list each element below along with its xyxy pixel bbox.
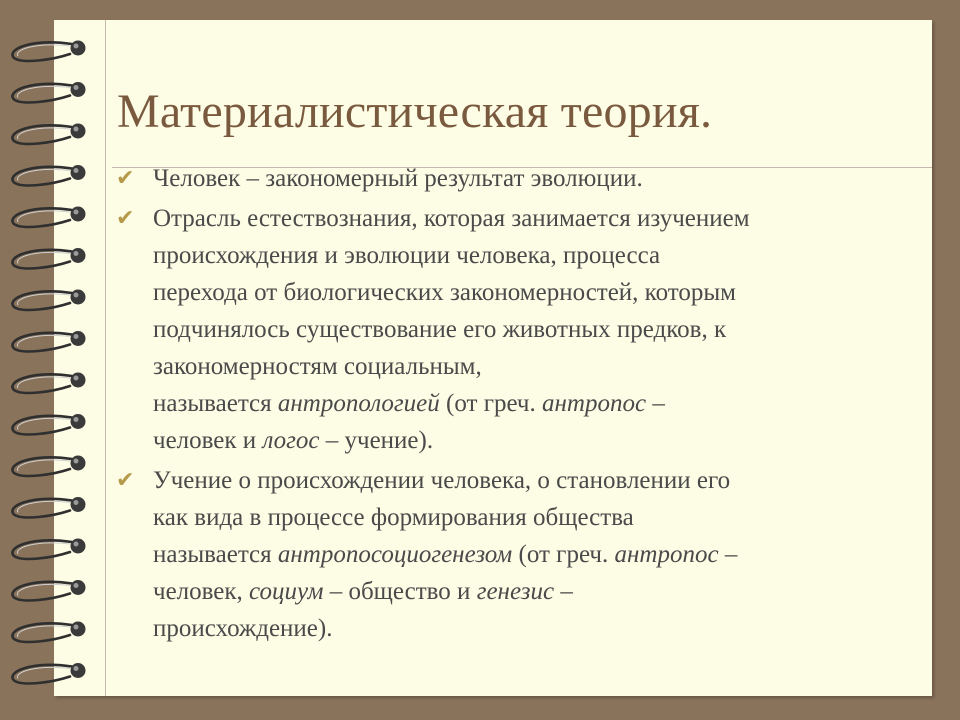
binding-ring: [12, 456, 85, 476]
binding-ring: [12, 663, 85, 683]
binding-ring: [12, 124, 85, 144]
bullet-item: [116, 462, 926, 647]
bullet-item: [116, 160, 926, 197]
binding-ring: [12, 539, 85, 559]
binding-ring: [12, 373, 85, 393]
italic-term: антропологией: [277, 390, 440, 417]
bullet-text-part: – общество и: [323, 578, 477, 605]
bullet-text-part: (от греч.: [512, 541, 615, 568]
bullet-text: [153, 165, 643, 192]
italic-term: антропос: [614, 541, 719, 568]
bullet-text: [153, 467, 737, 642]
bullet-text-part: (от греч.: [439, 390, 543, 417]
bullet-text: [153, 205, 750, 454]
bullet-text-part: Человек – закономерный результат эволюции.: [153, 165, 643, 192]
binding-ring: [12, 414, 85, 434]
italic-term: антропос: [542, 390, 647, 417]
check-icon: ✔: [116, 166, 135, 191]
binding-ring: [12, 580, 85, 600]
binding-ring: [12, 82, 85, 102]
binding-ring: [12, 165, 85, 185]
check-icon: ✔: [116, 206, 135, 231]
binding-ring: [12, 497, 85, 517]
spiral-binding: [0, 0, 110, 720]
binding-ring: [12, 248, 85, 268]
binding-ring: [12, 622, 85, 642]
italic-term: социум: [249, 578, 324, 605]
binding-ring: [12, 207, 85, 227]
bullet-text-part: – человек и: [153, 390, 665, 454]
binding-ring: [12, 331, 85, 351]
bullet-text-part: Учение о происхождении человека, о становлении его как вида в процессе формирования общества называется: [153, 467, 731, 568]
italic-term: логос: [262, 427, 320, 454]
bullet-text-part: – человек,: [153, 541, 738, 605]
bullet-text-part: – происхождение).: [153, 578, 573, 642]
bullet-text-part: Отрасль естествознания, которая занимается изучением происхождения и эволюции человека, процесса перехода от биологических закономерностей, которым подчинялось существование его животных предков, к закономерностям социальным, называется: [153, 205, 750, 417]
italic-term: антропосоциогенезом: [277, 541, 513, 568]
binding-ring: [12, 41, 85, 61]
bullet-list: [116, 160, 926, 650]
binding-ring: [12, 290, 85, 310]
slide-title: Материалистическая теория.: [117, 85, 713, 138]
italic-term: генезис: [476, 578, 555, 605]
check-icon: ✔: [116, 468, 135, 493]
bullet-text-part: – учение).: [319, 427, 434, 454]
bullet-item: [116, 200, 926, 459]
